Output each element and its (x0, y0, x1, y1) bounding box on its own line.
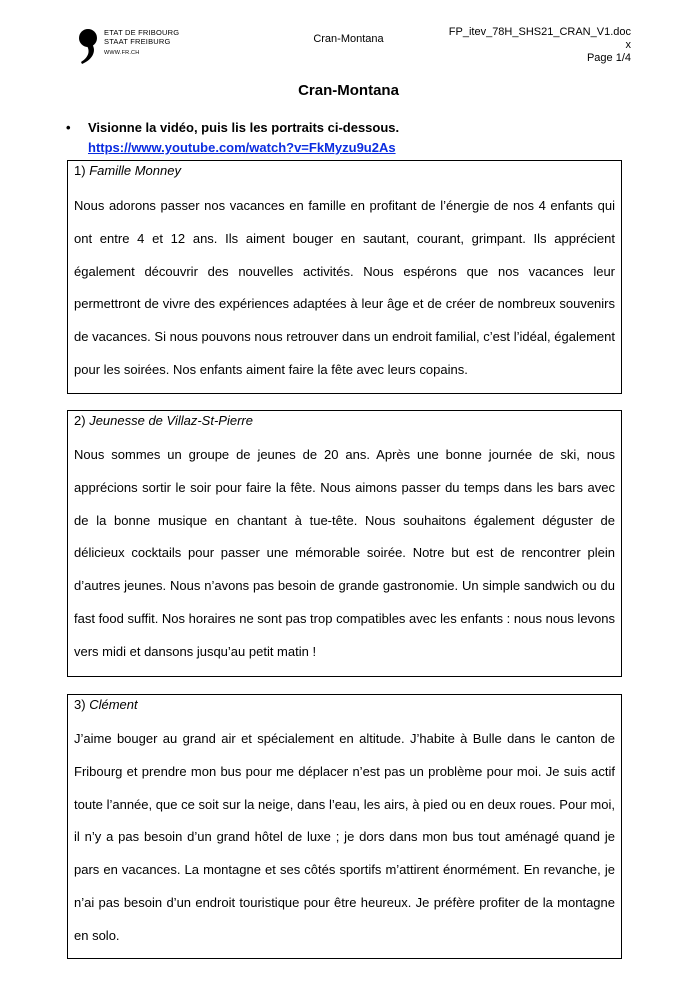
page-title: Cran-Montana (298, 82, 399, 99)
logo-line-2: STAAT FREIBURG (104, 37, 171, 46)
logo-url: WWW.FR.CH (104, 50, 140, 56)
portrait-heading (74, 413, 253, 428)
instruction-text: Visionne la vidéo, puis lis les portraits ci-dessous. (88, 120, 400, 135)
portrait-name: Famille Monney (89, 163, 181, 178)
file-name: FP_itev_78H_SHS21_CRAN_V1.doc (448, 26, 631, 38)
bullet-icon: • (66, 120, 71, 135)
page-number: Page 1/4 (586, 52, 631, 64)
portrait-text: Nous adorons passer nos vacances en famille en profitant de l’énergie de nos 4 enfants qui ont entre 4 et 12 ans. Ils aiment bouger en sautant, courant, grimpant. Ils apprécient également découvrir des nouvelles activités. Nous espérons que nos vacances leur permettront de vivre des expériences adaptées à leur âge et de créer de nombreux souvenirs de vacances. Si nous pouvons nous retrouver dans un endroit familial, c’est l’idéal, également pour les soirées. Nos enfants aiment faire la fête avec leurs copains. (74, 198, 615, 377)
youtube-link[interactable]: https://www.youtube.com/watch?v=FkMyzu9u2As (88, 140, 396, 155)
portrait-box-2 (67, 410, 622, 677)
portrait-text: Nous sommes un groupe de jeunes de 20 ans. Après une bonne journée de ski, nous apprécions sortir le soir pour faire la fête. Nous aimons passer du temps dans les bars avec de la bonne musique en chantant à tue-tête. Nous souhaitons également déguster de délicieux cocktails pour passer une mémorable soirée. Notre but est de rencontrer plein d’autres jeunes. Nous n’avons pas besoin de grande gastronomie. Un simple sandwich ou du fast food suffit. Nos horaires ne sont pas trop compatibles avec les enfants : nous nous levons vers midi et dansons jusqu’au petit matin ! (74, 447, 616, 659)
portrait-heading (74, 163, 181, 178)
portrait-name: Jeunesse de Villaz-St-Pierre (89, 413, 253, 428)
portrait-heading (74, 697, 138, 712)
file-x: x (625, 39, 631, 51)
portrait-number: 3) (74, 697, 86, 712)
portrait-name: Clément (89, 697, 138, 712)
portrait-box-1 (67, 160, 622, 394)
portrait-number: 1) (74, 163, 86, 178)
instruction (66, 118, 399, 158)
portrait-number: 2) (74, 413, 86, 428)
header-center-title: Cran-Montana (313, 33, 384, 45)
portrait-text: J’aime bouger au grand air et spécialement en altitude. J’habite à Bulle dans le canton de Fribourg et prendre mon bus pour me déplacer n’est pas un problème pour moi. Je suis actif toute l’année, que ce soit sur la neige, dans l’eau, les airs, à pied ou en deux roues. Pour moi, il n’y a pas besoin d’un grand hôtel de luxe ; je dors dans mon bus tout aménagé quand je pars en vacances. La montagne et ses côtés sportifs m’attirent énormément. En revanche, je n’ai pas besoin d’un endroit touristique pour être heureux. Je préfère profiter de la montagne en solo. (74, 731, 615, 943)
header-file-info (449, 26, 631, 65)
portrait-box-3 (67, 694, 622, 959)
logo-line-1: ETAT DE FRIBOURG (104, 28, 180, 37)
